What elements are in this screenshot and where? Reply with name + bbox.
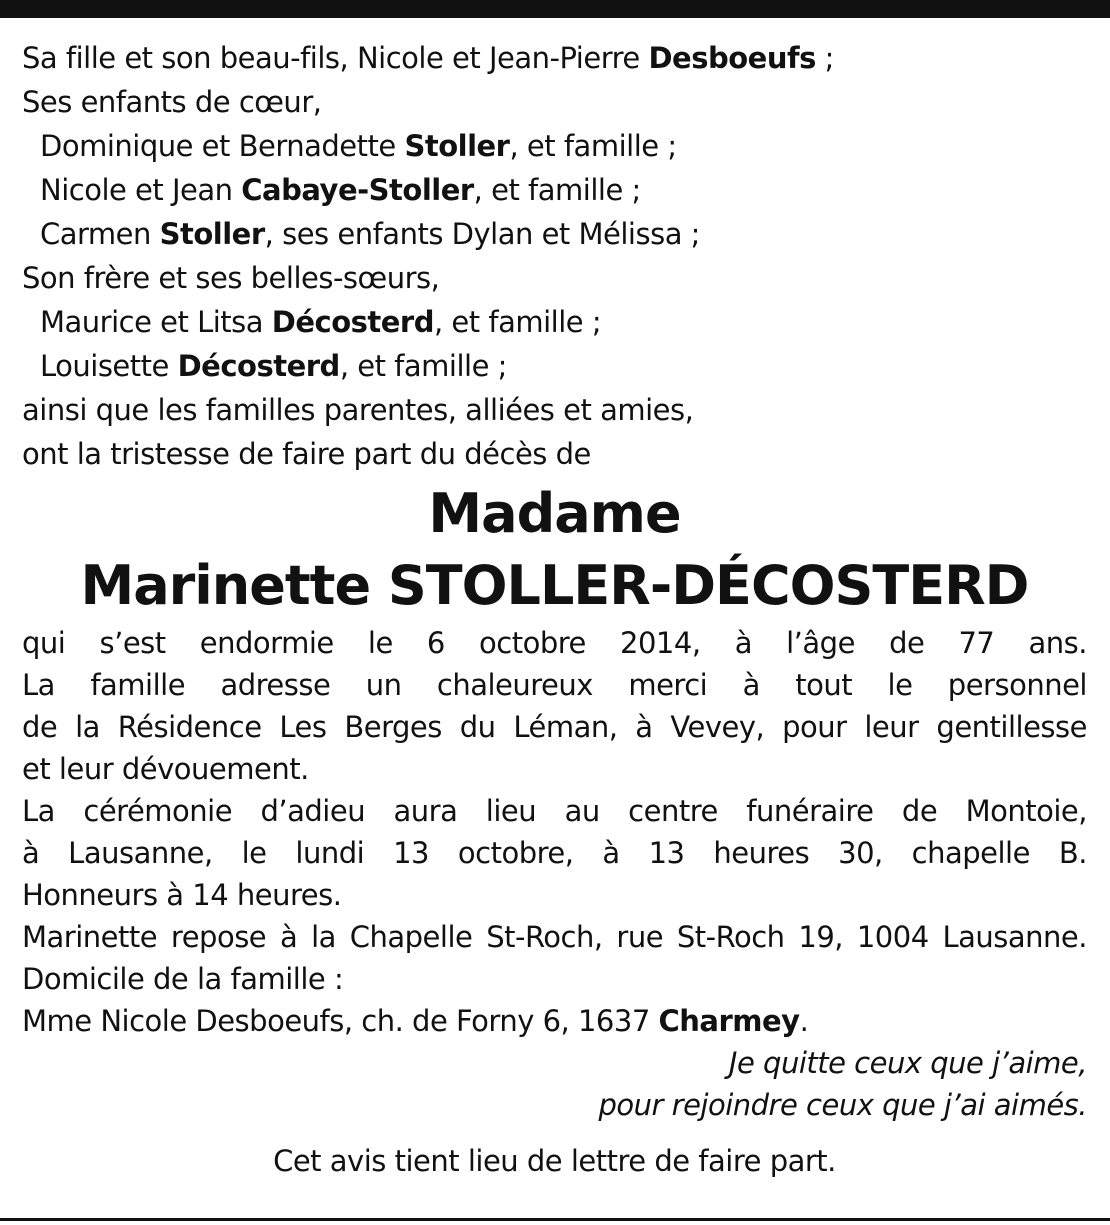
family-address [22,1000,1087,1042]
text: ; [815,41,834,75]
text: , et famille ; [434,305,602,339]
text: Dominique et Bernadette [40,129,405,163]
family-surname: Stoller [159,217,265,251]
text: Nicole et Jean [40,173,242,207]
family-line: ainsi que les familles parentes, alliées et amies, [22,393,694,427]
family-line [22,36,1087,80]
body-line: à Lausanne, le lundi 13 octobre, à 13 heures 30, chapelle B. [22,836,1087,870]
text: , et famille ; [473,173,641,207]
closing-note: Cet avis tient lieu de lettre de faire part. [273,1144,836,1178]
town-name: Charmey [658,1004,800,1038]
family-surname: Desboeufs [648,41,816,75]
body-line: et leur dévouement. [22,752,309,786]
deceased-title: Madame [428,482,681,545]
text: Carmen [40,217,160,251]
family-surname: Décosterd [271,305,434,339]
text: . [799,1004,809,1038]
top-rule [0,0,1110,18]
text: , et famille ; [339,349,507,383]
body-line: La cérémonie d’adieu aura lieu au centre funéraire de Montoie, [22,794,1087,828]
body-line: Marinette repose à la Chapelle St-Roch, rue St-Roch 19, 1004 Lausanne. [22,920,1087,954]
family-line [22,168,1087,212]
body-line: Honneurs à 14 heures. [22,878,342,912]
body-line: Domicile de la famille : [22,962,344,996]
deceased-name: Marinette STOLLER-DÉCOSTERD [80,554,1029,617]
text: Sa fille et son beau-fils, Nicole et Jean-Pierre [22,41,649,75]
family-line: Ses enfants de cœur, [22,85,322,119]
family-line: Son frère et ses belles-sœurs, [22,261,440,295]
text: Maurice et Litsa [40,305,272,339]
text: , et famille ; [509,129,677,163]
text: Mme Nicole Desboeufs, ch. de Forny 6, 1637 [22,1004,659,1038]
family-line [22,124,1087,168]
bottom-rule [0,1218,1110,1221]
family-surname: Décosterd [177,349,340,383]
family-line [22,300,1087,344]
text: Louisette [40,349,178,383]
body-line: de la Résidence Les Berges du Léman, à Vevey, pour leur gentillesse [22,710,1087,744]
quote-line: pour rejoindre ceux que j’ai aimés. [598,1088,1087,1122]
family-line [22,212,1087,256]
family-line: ont la tristesse de faire part du décès de [22,437,591,471]
family-surname: Cabaye-Stoller [241,173,474,207]
body-line: La famille adresse un chaleureux merci à tout le personnel [22,668,1087,702]
family-surname: Stoller [404,129,510,163]
quote-line: Je quitte ceux que j’aime, [728,1046,1087,1080]
body-line: qui s’est endormie le 6 octobre 2014, à l’âge de 77 ans. [22,626,1087,660]
family-line [22,344,1087,388]
obituary-notice [22,36,1087,1182]
text: , ses enfants Dylan et Mélissa ; [264,217,700,251]
